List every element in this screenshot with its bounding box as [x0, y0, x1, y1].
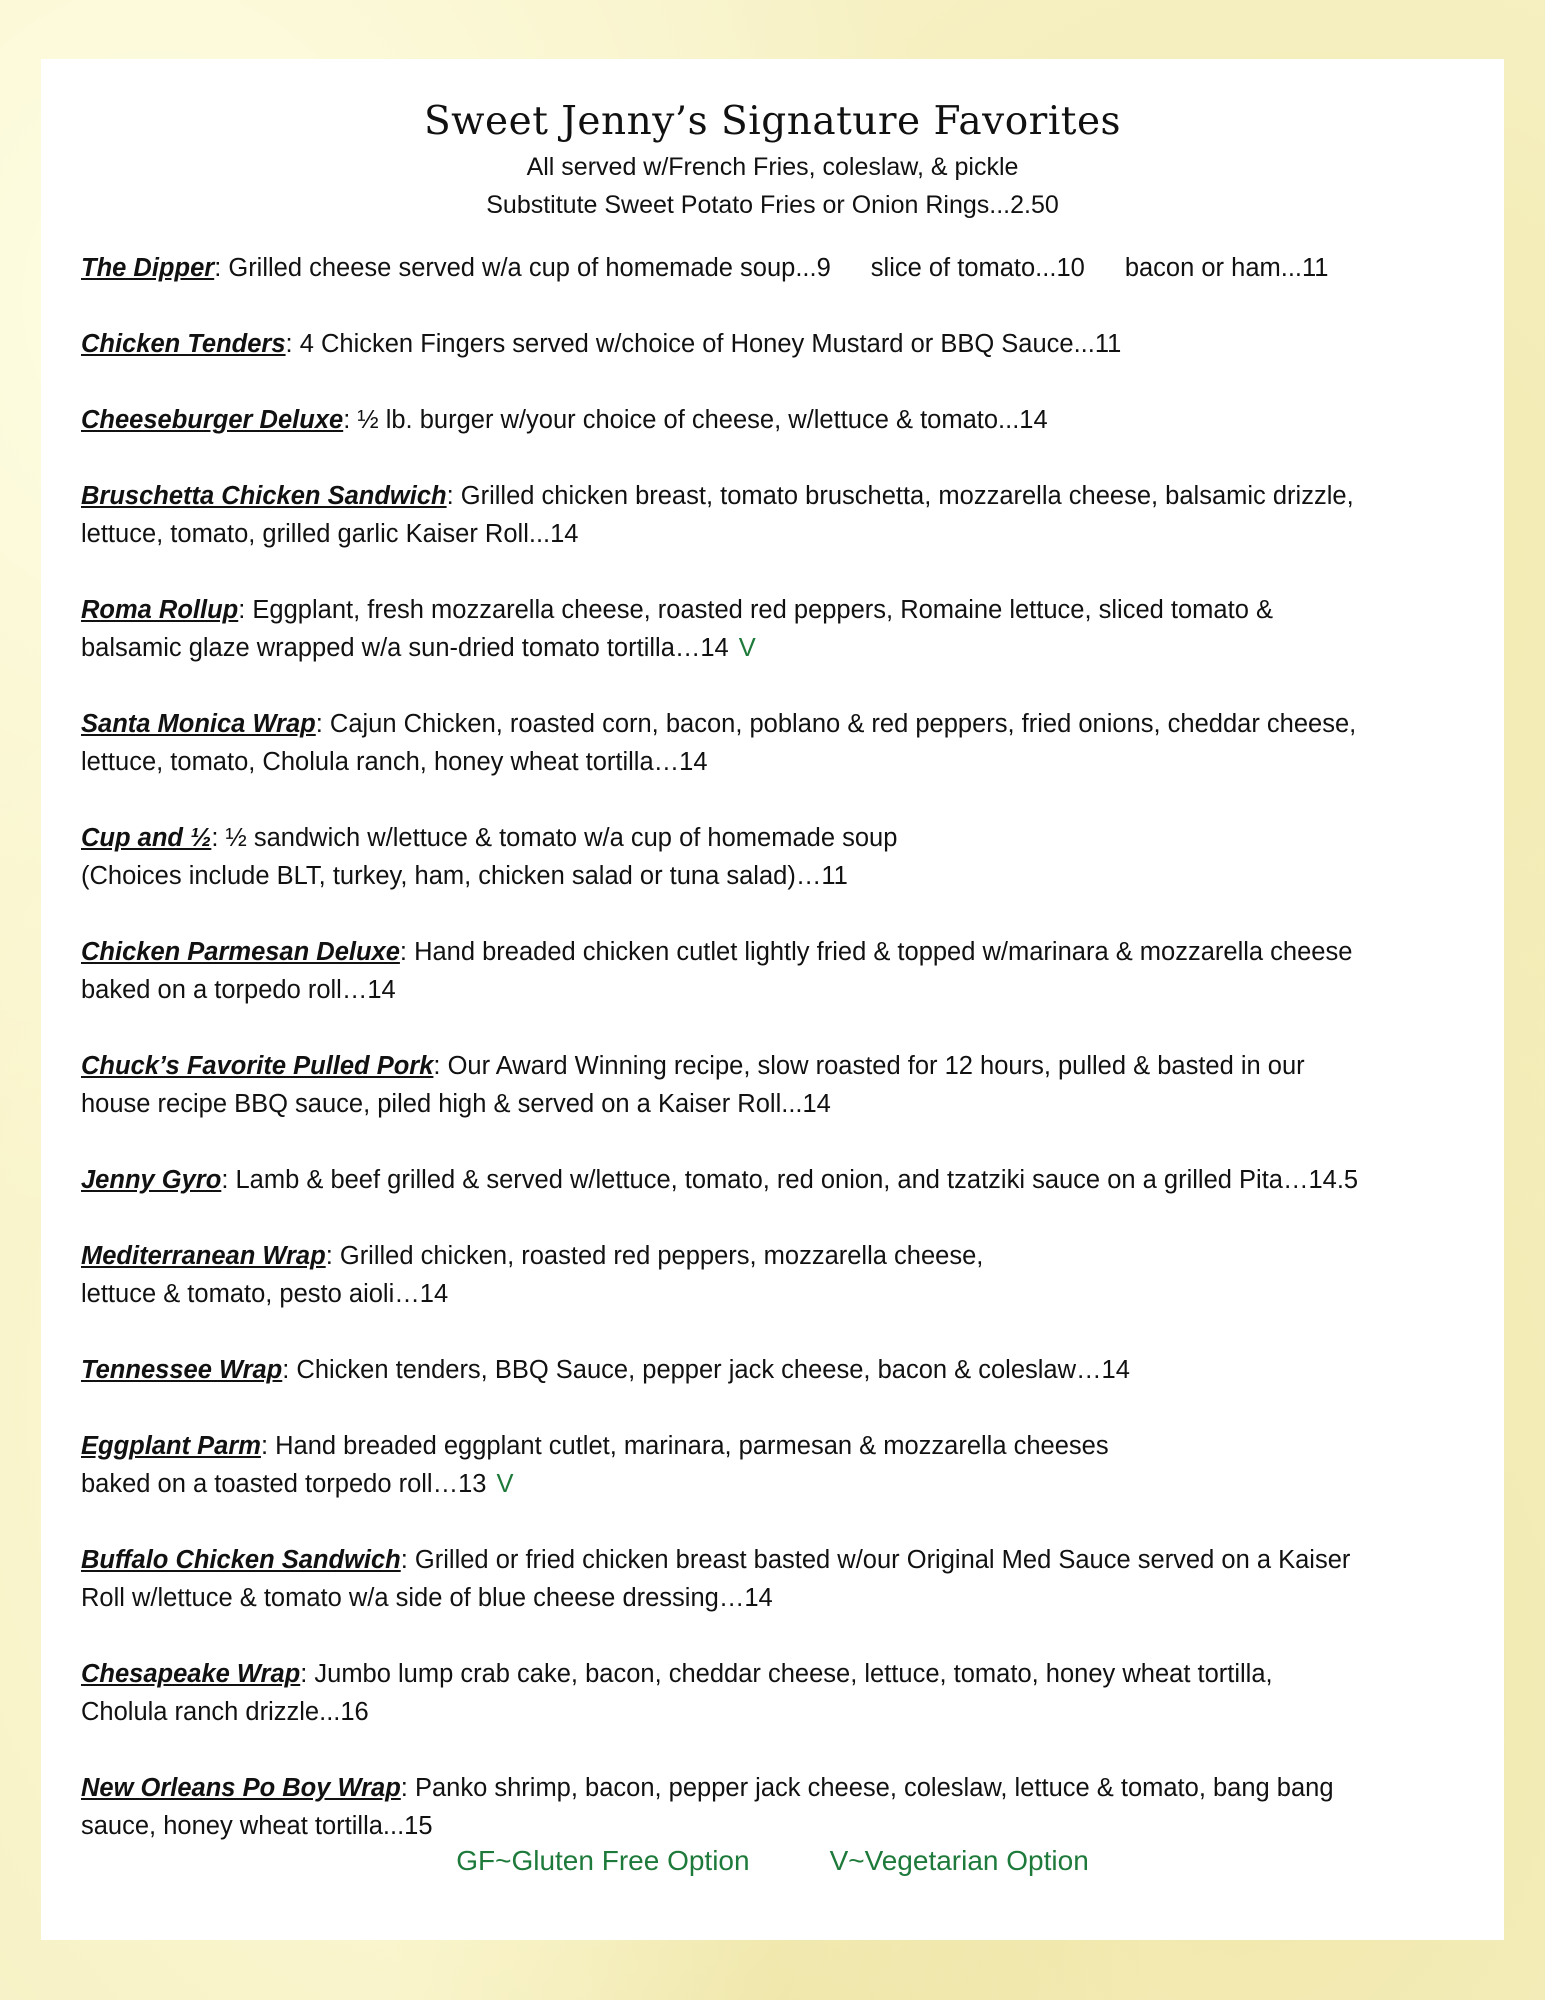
item-description: : Eggplant, fresh mozzarella cheese, roasted red peppers, Romaine lettuce, sliced tomato &	[238, 596, 1273, 624]
menu-item-chicken-parmesan-deluxe	[81, 933, 1481, 1009]
menu-item-cheeseburger-deluxe	[81, 401, 1481, 439]
item-description: : 4 Chicken Fingers served w/choice of Honey Mustard or BBQ Sauce...11	[285, 330, 1122, 358]
vegetarian-marker: V	[738, 634, 756, 662]
item-description: : Hand breaded eggplant cutlet, marinara, parmesan & mozzarella cheeses	[260, 1432, 1109, 1460]
item-description: : Grilled chicken, roasted red peppers, mozzarella cheese,	[325, 1242, 984, 1270]
item-name: Cup and ½	[81, 824, 212, 852]
menu-items	[81, 249, 1481, 1883]
item-description: : Cajun Chicken, roasted corn, bacon, poblano & red peppers, fried onions, cheddar cheese,	[315, 710, 1357, 738]
item-description-cont: house recipe BBQ sauce, piled high & served on a Kaiser Roll...14	[81, 1090, 831, 1118]
menu-item-po-boy-wrap	[81, 1769, 1481, 1845]
menu-item-chesapeake-wrap	[81, 1655, 1481, 1731]
menu-item-buffalo-chicken-sandwich	[81, 1541, 1481, 1617]
item-description: : ½ lb. burger w/your choice of cheese, w/lettuce & tomato...14	[343, 406, 1048, 434]
item-description: : Hand breaded chicken cutlet lightly fried & topped w/marinara & mozzarella cheese	[399, 938, 1353, 966]
item-name: Chicken Tenders	[81, 330, 286, 358]
item-name: Mediterranean Wrap	[81, 1242, 326, 1270]
item-name: Buffalo Chicken Sandwich	[81, 1546, 401, 1574]
item-description: : Grilled cheese served w/a cup of homemade soup...9	[214, 254, 831, 282]
menu-item-roma-rollup	[81, 591, 1481, 667]
menu-item-eggplant-parm	[81, 1427, 1481, 1503]
menu-subtitle-substitute: Substitute Sweet Potato Fries or Onion Rings...2.50	[486, 191, 1059, 219]
menu-title: Sweet Jenny’s Signature Favorites	[423, 99, 1122, 144]
item-name: Chuck’s Favorite Pulled Pork	[81, 1052, 434, 1080]
item-description-cont: (Choices include BLT, turkey, ham, chicken salad or tuna salad)…11	[81, 862, 848, 890]
menu-panel	[41, 59, 1504, 1940]
item-name: Roma Rollup	[81, 596, 239, 624]
item-description-cont: lettuce & tomato, pesto aioli…14	[81, 1280, 449, 1308]
item-name: Chesapeake Wrap	[81, 1660, 301, 1688]
item-name: Eggplant Parm	[81, 1432, 261, 1460]
legend-gluten-free: GF~Gluten Free Option	[456, 1845, 750, 1876]
dietary-legend	[0, 1842, 1545, 1880]
vegetarian-marker: V	[496, 1470, 514, 1498]
menu-item-chicken-tenders	[81, 325, 1481, 363]
item-name: Chicken Parmesan Deluxe	[81, 938, 400, 966]
item-description-cont: sauce, honey wheat tortilla...15	[81, 1812, 433, 1840]
item-description: : Jumbo lump crab cake, bacon, cheddar cheese, lettuce, tomato, honey wheat tortilla,	[300, 1660, 1273, 1688]
item-description: : Panko shrimp, bacon, pepper jack cheese, coleslaw, lettuce & tomato, bang bang	[400, 1774, 1334, 1802]
menu-item-jenny-gyro	[81, 1161, 1481, 1199]
item-description-cont: Roll w/lettuce & tomato w/a side of blue cheese dressing…14	[81, 1584, 773, 1612]
item-description-cont: Cholula ranch drizzle...16	[81, 1698, 369, 1726]
menu-header	[41, 59, 1504, 224]
legend-vegetarian: V~Vegetarian Option	[829, 1845, 1089, 1876]
item-description-cont: lettuce, tomato, Cholula ranch, honey wheat tortilla…14	[81, 748, 708, 776]
item-option-bacon-ham: bacon or ham...11	[1124, 254, 1329, 282]
menu-item-mediterranean-wrap	[81, 1237, 1481, 1313]
item-description: : Grilled or fried chicken breast basted w/our Original Med Sauce served on a Kaiser	[400, 1546, 1351, 1574]
item-description: : Chicken tenders, BBQ Sauce, pepper jack cheese, bacon & coleslaw…14	[282, 1356, 1130, 1384]
menu-subtitle-sides: All served w/French Fries, coleslaw, & pickle	[526, 153, 1019, 181]
menu-item-pulled-pork	[81, 1047, 1481, 1123]
item-description-cont: lettuce, tomato, grilled garlic Kaiser Roll...14	[81, 520, 579, 548]
item-description-cont: baked on a torpedo roll…14	[81, 976, 396, 1004]
item-name: Jenny Gyro	[81, 1166, 222, 1194]
item-description: : Grilled chicken breast, tomato bruschetta, mozzarella cheese, balsamic drizzle,	[446, 482, 1354, 510]
menu-item-the-dipper	[81, 249, 1481, 287]
item-description: : ½ sandwich w/lettuce & tomato w/a cup of homemade soup	[211, 824, 898, 852]
item-name: Tennessee Wrap	[81, 1356, 283, 1384]
item-name: The Dipper	[81, 254, 215, 282]
item-description-cont: baked on a toasted torpedo roll…13	[81, 1470, 487, 1498]
item-description-cont: balsamic glaze wrapped w/a sun-dried tomato tortilla…14	[81, 634, 729, 662]
item-description: : Our Award Winning recipe, slow roasted for 12 hours, pulled & basted in our	[433, 1052, 1305, 1080]
menu-item-santa-monica-wrap	[81, 705, 1481, 781]
item-option-tomato: slice of tomato...10	[870, 254, 1085, 282]
item-name: Santa Monica Wrap	[81, 710, 316, 738]
menu-item-bruschetta-chicken-sandwich	[81, 477, 1481, 553]
menu-item-cup-and-half	[81, 819, 1481, 895]
menu-item-tennessee-wrap	[81, 1351, 1481, 1389]
item-description: : Lamb & beef grilled & served w/lettuce, tomato, red onion, and tzatziki sauce on a grilled Pita…14.5	[221, 1166, 1359, 1194]
item-name: Cheeseburger Deluxe	[81, 406, 344, 434]
item-name: New Orleans Po Boy Wrap	[81, 1774, 401, 1802]
item-name: Bruschetta Chicken Sandwich	[81, 482, 447, 510]
